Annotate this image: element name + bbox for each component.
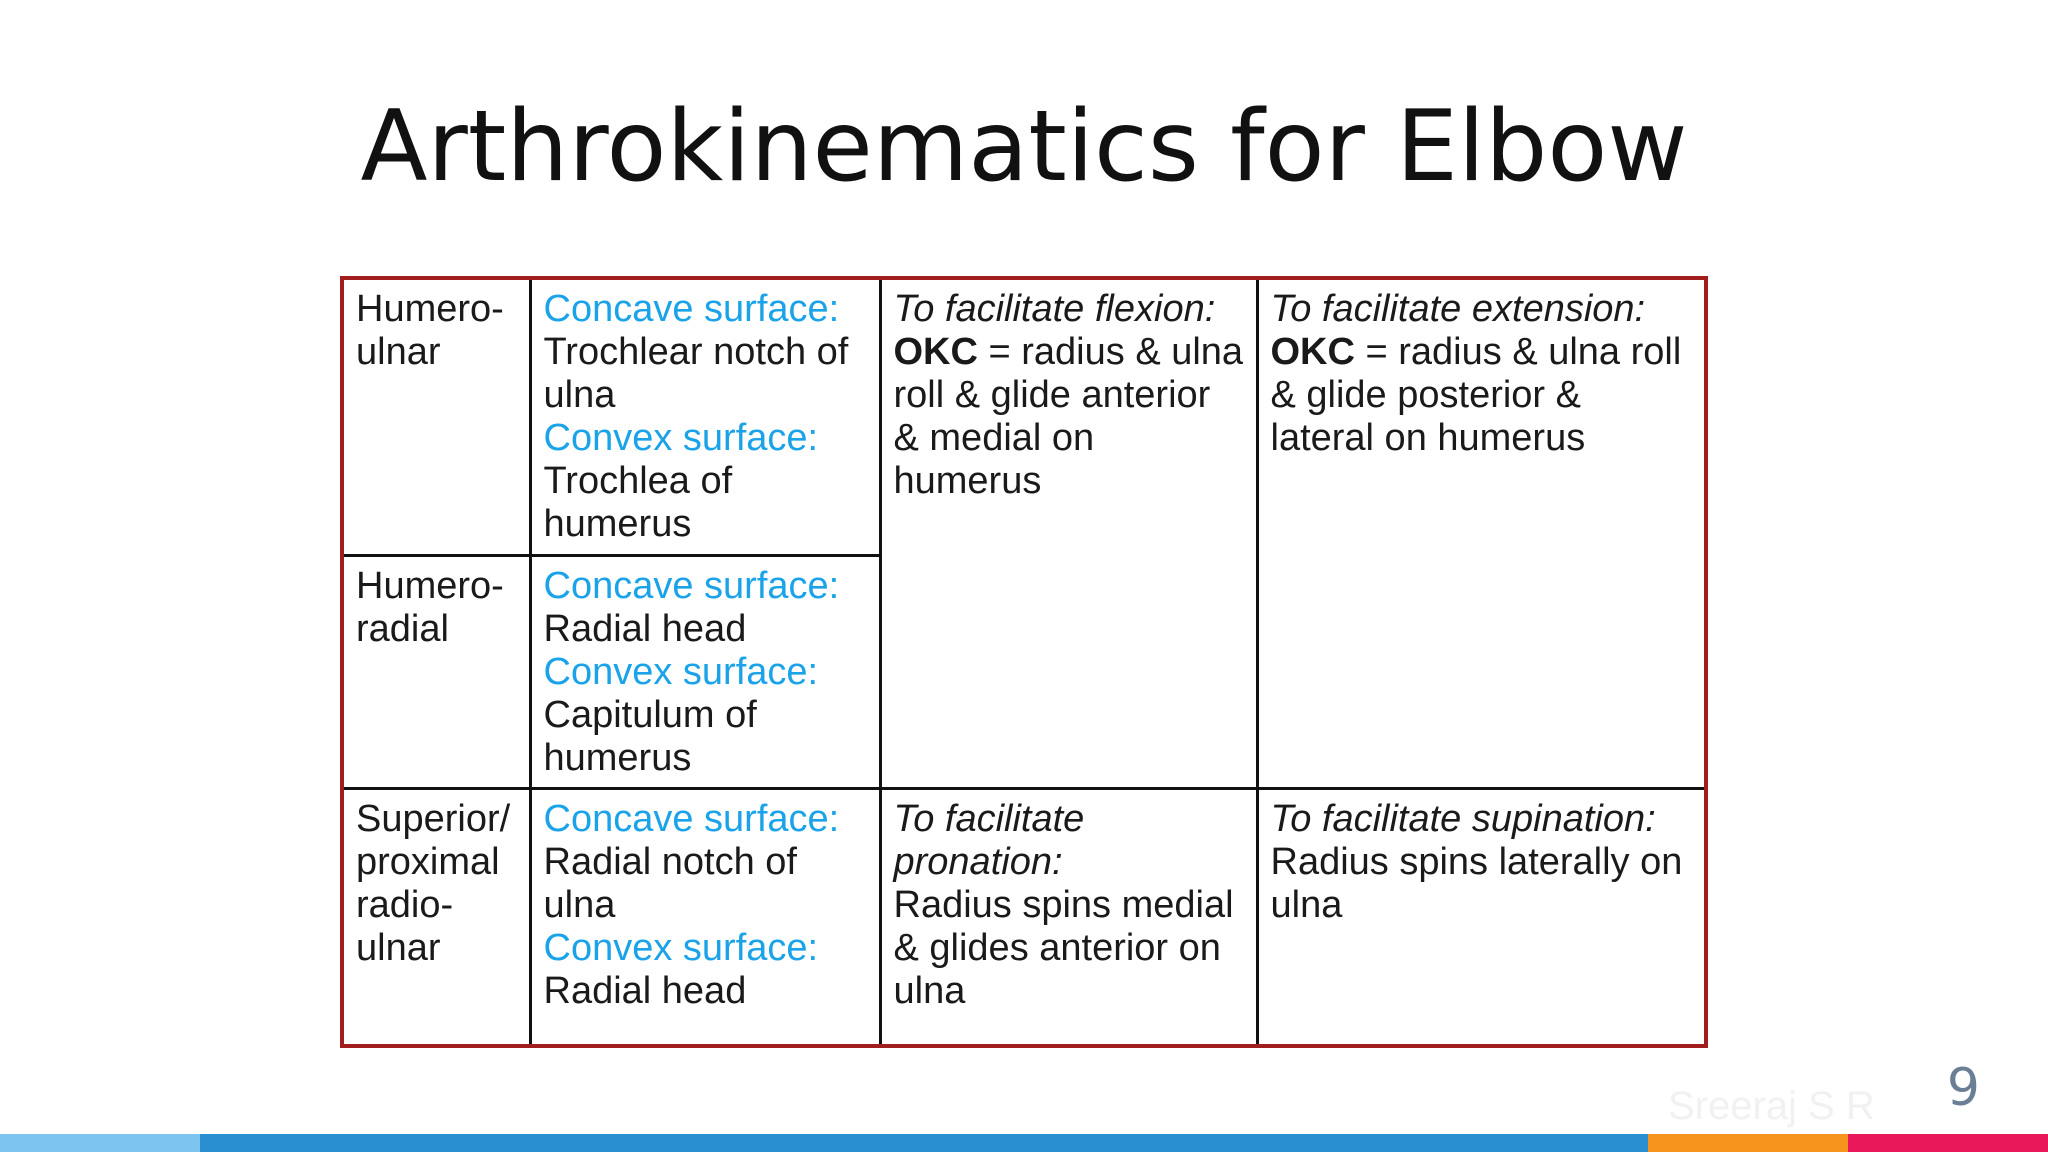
joint-label: Humero-radial: [356, 564, 504, 650]
bar-segment-light-blue: [0, 1134, 200, 1152]
joint-cell-radioulnar: [344, 788, 530, 1044]
concave-surface-value: Radial head: [543, 607, 747, 650]
table-grid: [344, 280, 1704, 1044]
page-number: 9: [1946, 1058, 1980, 1118]
bar-segment-orange: [1648, 1134, 1848, 1152]
extension-cell: [1257, 280, 1704, 788]
joint-label: Humero-ulnar: [356, 288, 504, 373]
flexion-text: [894, 331, 1244, 503]
arthrokinematics-table: [340, 276, 1708, 1048]
joint-cell-humeroradial: [344, 555, 530, 788]
concave-surface-label: Concave surface:: [543, 797, 840, 840]
watermark-text: Sreeraj S R: [1668, 1084, 1875, 1128]
okc-label: OKC: [893, 331, 978, 373]
pronation-cell: [880, 788, 1257, 1044]
extension-text: [1271, 331, 1693, 460]
bar-segment-pink: [1848, 1134, 2048, 1152]
supination-heading: To facilitate supination:: [1270, 797, 1656, 840]
pronation-heading: To facilitate pronation:: [893, 797, 1085, 883]
supination-text: Radius spins laterally on ulna: [1270, 840, 1683, 926]
surface-cell-humeroulnar: [530, 280, 880, 555]
concave-surface-label: Concave surface:: [543, 288, 840, 330]
convex-surface-label: Convex surface:: [543, 417, 819, 459]
flexion-heading: To facilitate flexion:: [893, 288, 1216, 330]
joint-cell-humeroulnar: [344, 280, 530, 555]
slide-title: Arthrokinematics for Elbow: [360, 90, 1688, 204]
extension-heading: To facilitate extension:: [1270, 288, 1646, 330]
joint-label: Superior/ proximal radio-ulnar: [356, 797, 511, 969]
flexion-description: = radius & ulna roll & glide anterior & medial on humerus: [893, 331, 1244, 502]
flexion-cell: [880, 280, 1257, 788]
convex-surface-value: Trochlea of humerus: [543, 460, 733, 545]
concave-surface-label: Concave surface:: [543, 564, 840, 607]
pronation-text: Radius spins medial & glides anterior on ulna: [893, 883, 1234, 1012]
extension-description: = radius & ulna roll & glide posterior & lateral on humerus: [1270, 331, 1682, 459]
convex-surface-value: Capitulum of humerus: [543, 693, 757, 779]
convex-surface-label: Convex surface:: [543, 926, 819, 969]
concave-surface-value: Trochlear notch of ulna: [543, 331, 849, 416]
table-row: [344, 280, 1704, 555]
convex-surface-label: Convex surface:: [543, 650, 819, 693]
bottom-color-bar: [0, 1134, 2048, 1152]
surface-cell-humeroradial: [530, 555, 880, 788]
surface-cell-radioulnar: [530, 788, 880, 1044]
concave-surface-value: Radial notch of ulna: [543, 840, 797, 926]
bar-segment-blue: [200, 1134, 1648, 1152]
convex-surface-value: Radial head: [543, 969, 747, 1012]
okc-label: OKC: [1270, 331, 1355, 373]
table-row: [344, 788, 1704, 1044]
supination-cell: [1257, 788, 1704, 1044]
